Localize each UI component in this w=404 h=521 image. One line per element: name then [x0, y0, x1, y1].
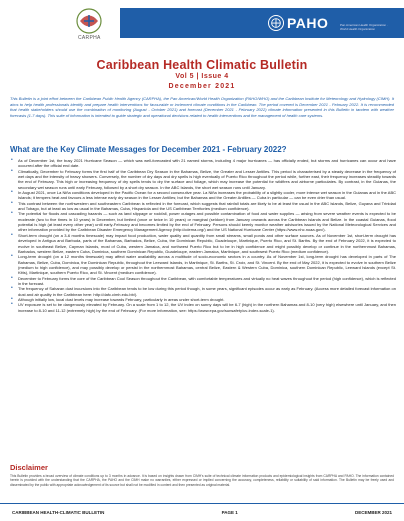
paho-logo: [268, 13, 328, 33]
bulletin-date: December 2021: [168, 83, 236, 90]
list-item: • UV exposure is set to be dangerously elevated by February. On a scale from 1 to 12, the UV index on sunny days will be 6-7 (high) in the northern Bahamas and 8-10 (very high) elsewhere until January, and then increase to 8-10 and 11-12 (extremely high) by the end of February. (For more information, see: https://www.epa.gov/sunsafety/uv-index-scale-1).: [10, 302, 396, 313]
list-item: • As of December 1st, the busy 2021 Hurricane Season — which was well-forecasted with 21 named storms, including 4 major hurricanes — has officially ended, but storms and hurricanes can occur and have occurred after the official end date.: [10, 158, 396, 169]
volume-issue: Vol 5 | Issue 4: [175, 73, 229, 80]
disclaimer-text: This Bulletin provides a broad overview of climate conditions up to 3 months in advance. It is based on insights drawn from CIMH's suite of technical climate information products and epidemiological insights from CARPHA and PAHO. The information contained herein is provided with the understanding that the CARPHA, the PAHO and the CIMH make no warranties, either expressed or implied concerning the accuracy, completeness, reliability or suitability of said information. The Bulletin may be freely used and disseminated by the public with appropriate acknowledgement of its source but shall not be modified in content and then presented as original material.: [10, 474, 394, 487]
key-messages-list: [10, 158, 396, 313]
bulletin-title: Caribbean Health Climatic Bulletin: [96, 58, 308, 72]
paho-emblem-icon: [268, 15, 284, 31]
list-item: • Climatically, December to February forms the first half of the Caribbean Dry Season in the Bahamas, Belize, the Greater and Lesser Antilles. This period is characterised by a steady decrease in the frequency of wet days and the intensity of heavy showers. Conversely, the number of dry days and dry spells is high eventually of Puerto Rico throughout the period while, further east, their frequency increases steadily towards the end of February. This high or increasing frequency of dry spells tends to dry the surface and foliage, which may increase the potential for wildfires and airborne particulates. By contrast, in the Guianas, the secondary wet season runs until early February, followed by a short dry season. In the ABC Islands, the short wet season runs until January.: [10, 169, 396, 190]
carpha-label: CARPHA: [78, 35, 101, 41]
section-heading: What are the Key Climate Messages for December 2021 - February 2022?: [10, 145, 287, 154]
page-header: [0, 0, 404, 44]
footer-page-number: PAGE 1: [221, 510, 238, 515]
disclaimer-heading: Disclaimer: [10, 463, 48, 472]
list-item: • In August 2021, once La Niña conditions developed in the Pacific Ocean for a second consecutive year. La Niña increases the probability of a slightly cooler, more intense wet season in the Guianas and in the ABC Islands; it tempers heat and favours a less intense early dry season in the Lesser Antilles; but the Bahamas and the Greater Antilles — Cuba in particular — can be even drier than usual.: [10, 190, 396, 201]
list-item: • Short-term drought (on a 3-6 months timescale) may impact food production, water quality and quantity from small streams, small ponds and other surface sources. As of November 1st, short-term drought has developed in Antigua and Barbuda, parts of the Bahamas, Barbados, Belize, Cuba, the Dominican Republic, Guadeloupe, Martinique, Puerto Rico, and St. Barths. By the end of February 2022, it is expected to evolve in southeast Belize, Cayman Islands, most of Cuba, western Jamaica, and northwest Puerto Rico but to be in high confidence and might possibly develop or continue in the northernmost Bahamas, Barbados, western Belize, eastern Cuba, Dominica, southern Dominican Republic, Guadeloupe, eastern Jamaica, Martinique, and southwest Puerto Rico (medium confidence).: [10, 233, 396, 254]
paho-subtitle: Pan American Health Organization · World Health Organization: [340, 23, 388, 31]
intro-paragraph: This Bulletin is a joint effort between the Caribbean Public Health Agency (CARPHA), the Pan American/World Health Organization (PAHO/WHO) and the Caribbean Institute for Meteorology and Hydrology (CIMH). It aims to help health professionals identify and prepare health interventions for favourable or inclement climate conditions in the Caribbean. The period covered is December 2021 - February 2022. It is recommended that health stakeholders should use the combination of monitoring (August - October 2021) and forecast (December 2021 - February 2022) climate information presented in this Bulletin in tandem with weather forecasts (1-7 days). This suite of information is intended to guide strategic and operational decisions related to health interventions and the management of health care systems.: [10, 96, 394, 118]
footer-date: DECEMBER 2021: [354, 510, 392, 515]
footer-bulletin-name: CARIBBEAN HEALTH-CLIMATIC BULLETIN: [12, 510, 105, 515]
list-item: • Although initially low, local dust levels may increase towards February, particularly in areas under short-term drought.: [10, 297, 396, 302]
list-item: • This contrast between the northwestern and southeastern Caribbean is reflected in the forecast, which suggests that rainfall totals are likely to be at least the usual in the ABC Islands, Belize, Guyana and Trinidad and Tobago, but at least as low as usual in the Bahamas, Cuba, Hispaniola and the US Caribbean Territories (medium confidence).: [10, 201, 396, 212]
list-item: • December to February forms the core of the Caribbean Cool Season throughout the Caribbean, with comfortable temperatures and virtually no heat waves throughout the period (high confidence), which is reflected in the forecast.: [10, 276, 396, 287]
list-item: • The frequency of Saharan dust incursions into the Caribbean tends to be low during this period though, in some years, significant episodes occur as early as February. (Access more detailed forecast information on dust and air quality in the Caribbean here: http://dafc.cimh.edu.bb/).: [10, 286, 396, 297]
list-item: • Long-term drought (on a 12 months timescale) may affect water availability across a multitude of socio-economic sectors in a country. As of November 1st, long-term drought has developed in parts of The Bahamas, Belize, Cuba, Dominica, the Dominican Republic, throughout the Leeward Islands, in Martinique, St. Barths, St. Croix, and St. Vincent. By the end of May 2022, it is expected to evolve in southern Belize (medium to high confidence), and may possibly develop or persist in the northernmost Bahamas, central Belize, Eastern & Western Cuba, Dominica, southern Dominican Republic, Leeward Islands (except St. Kitts), Martinique, southern Puerto Rico, and St. Vincent (medium confidence).: [10, 254, 396, 275]
page-footer: [0, 503, 404, 521]
paho-label: PAHO: [287, 15, 329, 31]
list-item: • The potential for floods and cascading hazards — such as land slippage or rockfall, power outages and possible contamination of food and water supplies — arising from severe weather events is expected to be moderate (two to five times in 10 years) in December, but limited (once or twice in 10 years) or marginal (seldom) from January onwards across the Caribbean Islands and Belize. In the coastal Guianas, flood potential is high (at least every other year) until early-February and becomes limited by the end of February. Persons should keenly monitor weather advisories issued by the National Meteorological Services and other information provided by the Caribbean Disaster Emergency Management Agency (http://cdema.org/) and the US National Hurricane Center (https://www.nhc.noaa.gov/).: [10, 211, 396, 232]
